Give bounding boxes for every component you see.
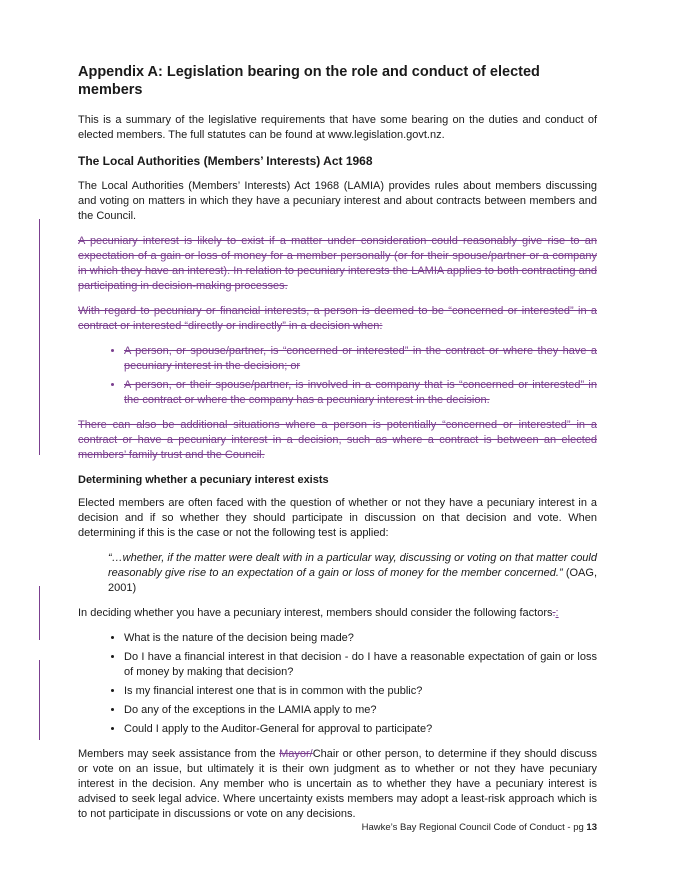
inserted-punctuation: : bbox=[555, 607, 559, 619]
factor-item: • Could I apply to the Auditor-General for approval to participate? bbox=[124, 722, 597, 737]
document-body bbox=[78, 63, 597, 832]
determining-paragraph: Elected members are often faced with the question of whether or not they have a pecuniary interest in a decision and if so whether they should participate in discussion on that decision and vote. When determining if this is the case or not the following test is applied: bbox=[78, 497, 597, 539]
section-heading: The Local Authorities (Members’ Interests) Act 1968 bbox=[78, 154, 373, 168]
final-text-rest: Chair or other person, to determine if they should discuss or vote on an issue, but ultimately it is their own judgment as to whether or not they have pecuniary interest in the decision. Any member who is uncertain as to whether they have a pecuniary interest is advised to seek legal advice. Where uncertainty exists members may adopt a least-risk approach which is to not participate in discussions or vote on any decisions. bbox=[78, 748, 597, 820]
factor-item: • Is my financial interest one that is in common with the public? bbox=[124, 684, 597, 699]
intro-paragraph: This is a summary of the legislative requirements that have some bearing on the duties and conduct of elected members. The full statutes can be found at www.legislation.govt.nz. bbox=[78, 114, 597, 141]
appendix-title: Appendix A: Legislation bearing on the role and conduct of elected members bbox=[78, 64, 540, 98]
subheading: Determining whether a pecuniary interest exists bbox=[78, 474, 329, 486]
factor-item: • Do any of the exceptions in the LAMIA apply to me? bbox=[124, 703, 597, 718]
lamia-paragraph: The Local Authorities (Members’ Interests) Act 1968 (LAMIA) provides rules about members discussing and voting on matters in which they have a pecuniary interest and about contracts between members and the Council. bbox=[78, 180, 597, 222]
factor-item: • What is the nature of the decision being made? bbox=[124, 631, 597, 646]
factors-list bbox=[78, 631, 597, 737]
change-bar bbox=[39, 660, 40, 740]
final-text-start: Members may seek assistance from the bbox=[78, 748, 280, 760]
footer-text: Hawke’s Bay Regional Council Code of Conduct - pg bbox=[361, 822, 587, 833]
deleted-paragraph: A pecuniary interest is likely to exist if a matter under consideration could reasonably give rise to an expectation of a gain or loss of money for a member personally (or for their spouse/partner or a company in which they have an interest). In relation to pecuniary interests the LAMIA applies to both contracting and participating in decision-making processes. bbox=[78, 235, 597, 292]
deleted-paragraph: With regard to pecuniary or financial interests, a person is deemed to be “concerned or interested” in a contract or interested “directly or indirectly” in a decision when: bbox=[78, 305, 597, 332]
change-bar bbox=[39, 219, 40, 455]
deleted-word: Mayor/ bbox=[279, 748, 313, 760]
deleted-bullet-list bbox=[78, 344, 597, 408]
page-footer bbox=[362, 822, 597, 833]
factors-intro bbox=[78, 606, 597, 621]
quote-text: “…whether, if the matter were dealt with in a particular way, discussing or voting on that matter could reasonably give rise to an expectation of a gain or loss of money for the member concerned.” bbox=[108, 552, 597, 579]
quote-block bbox=[108, 551, 597, 596]
change-bar bbox=[39, 586, 40, 640]
deleted-bullet: • A person, or spouse/partner, is “concerned or interested” in the contract or where they have a pecuniary interest in the decision; or bbox=[124, 344, 597, 374]
factor-item: • Do I have a financial interest in that decision - do I have a reasonable expectation of gain or loss of money by making that decision? bbox=[124, 650, 597, 680]
page-number: 13 bbox=[586, 822, 597, 833]
final-paragraph bbox=[78, 747, 597, 822]
deleted-paragraph: There can also be additional situations where a person is potentially “concerned or interested” in a contract or have a pecuniary interest in a decision, such as where a contract is between an elected members’ family trust and the Council. bbox=[78, 419, 597, 461]
deleted-punctuation: . bbox=[552, 607, 556, 619]
quote-citation: (OAG, 2001) bbox=[108, 567, 598, 594]
factors-intro-text: In deciding whether you have a pecuniary interest, members should consider the following factors bbox=[78, 607, 553, 619]
deleted-bullet: • A person, or their spouse/partner, is involved in a company that is “concerned or interested” in the contract or where the company has a pecuniary interest in the decision. bbox=[124, 378, 597, 408]
